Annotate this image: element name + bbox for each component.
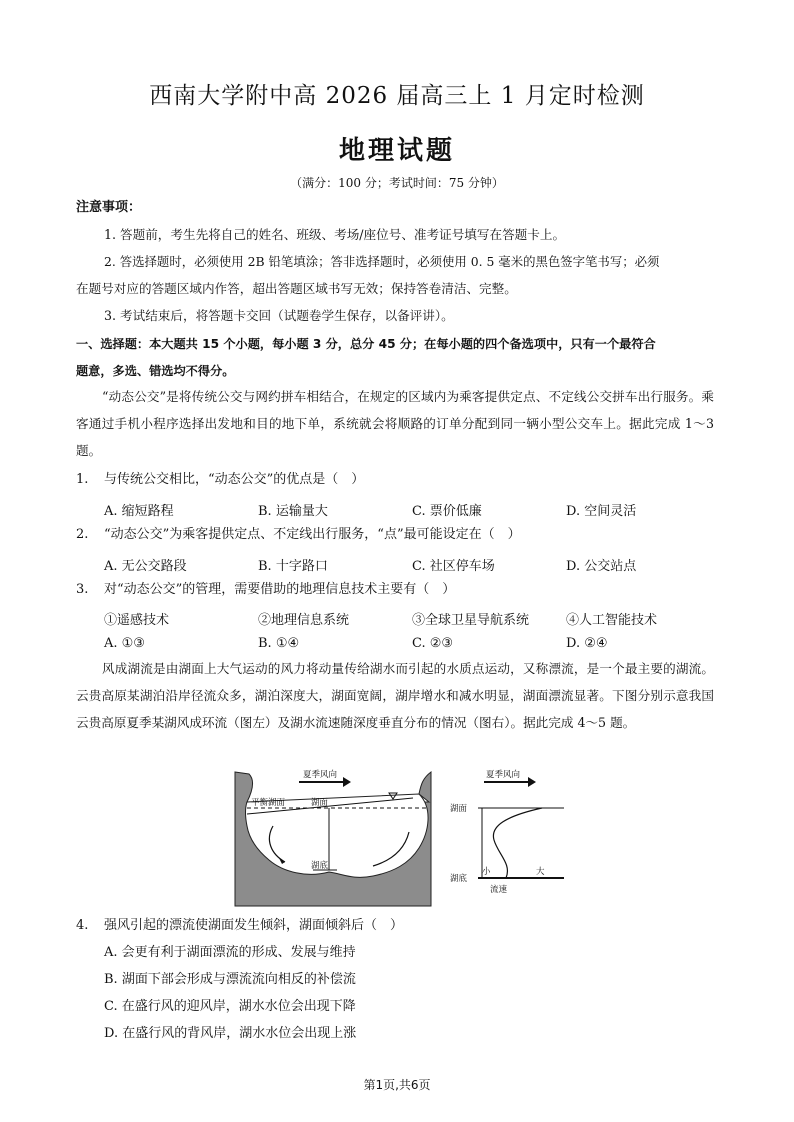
- surface-label: 湖面: [450, 804, 468, 814]
- option-a: A. ①③: [104, 636, 145, 651]
- question-3-items: [104, 609, 704, 629]
- item-3: ③全球卫星导航系统: [412, 613, 530, 628]
- item-1: ①遥感技术: [104, 613, 170, 628]
- option-d: D. ②④: [566, 636, 608, 651]
- notice-item-2-cont: 在题号对应的答题区域内作答，超出答题区域书写无效；保持答卷清洁、完整。: [76, 281, 517, 296]
- question-1-options: [104, 500, 704, 520]
- figure-lake-circulation: [233, 768, 433, 908]
- question-4-number: 4.: [76, 918, 89, 933]
- notice-item-1: 1. 答题前，考生先将自己的姓名、班级、考场/座位号、准考证号填写在答题卡上。: [104, 227, 566, 242]
- wind-arrowhead: [528, 777, 536, 787]
- question-4-option-d: D. 在盛行风的背风岸，湖水水位会出现上涨: [104, 1026, 357, 1041]
- equilibrium-label: 平衡湖面: [251, 798, 286, 808]
- question-2-stem: “动态公交”为乘客提供定点、不定线出行服务，“点”最可能设定在（ ）: [104, 527, 521, 542]
- surface-label: 湖面: [311, 798, 329, 808]
- wind-label: 夏季风向: [303, 770, 338, 780]
- option-a: A. 缩短路程: [104, 504, 174, 519]
- option-c: C. 票价低廉: [412, 504, 482, 519]
- wind-arrowhead: [343, 777, 351, 787]
- question-3-options: [104, 636, 704, 656]
- option-b: B. 十字路口: [258, 559, 328, 574]
- section1-heading: 一、选择题：本大题共 15 个小题，每小题 3 分，总分 45 分；在每小题的四个备选项中，只有一个最符合: [76, 337, 656, 351]
- question-3-number: 3.: [76, 582, 89, 597]
- section1-heading-cont: 题意，多选、错选均不得分。: [76, 364, 235, 378]
- question-1-stem: 与传统公交相比，“动态公交”的优点是（ ）: [104, 472, 365, 487]
- velocity-axis-label: 流速: [490, 885, 508, 895]
- notice-item-3: 3. 考试结束后，将答题卡交回（试题卷学生保存，以备评讲）。: [104, 308, 454, 323]
- option-b: B. ①④: [258, 636, 300, 651]
- item-2: ②地理信息系统: [258, 613, 350, 628]
- large-label: 大: [536, 867, 545, 877]
- question-4-option-a: A. 会更有利于湖面漂流的形成、发展与维持: [104, 945, 356, 960]
- option-d: D. 空间灵活: [566, 504, 637, 519]
- passage-2: 风成湖流是由湖面上大气运动的风力将动量传给湖水而引起的水质点运动，又称漂流，是一个最主要的湖流。云贵高原某湖泊沿岸径流众多，湖泊深度大，湖面宽阔，湖岸增水和减水明显，湖面漂流显著。下图分别示意我国云贵高原夏季某湖风成环流（图左）及湖水流速随深度垂直分布的情况（图右）。据此完成 4～5 题。: [76, 661, 714, 730]
- page-footer: 第1页,共6页: [363, 1078, 431, 1092]
- notice-item-2: 2. 答选择题时，必须使用 2B 铅笔填涂；答非选择题时，必须使用 0. 5 毫米的黑色签字笔书写；必须: [104, 254, 660, 269]
- question-4-option-c: C. 在盛行风的迎风岸，湖水水位会出现下降: [104, 999, 356, 1014]
- option-d: D. 公交站点: [566, 559, 637, 574]
- wind-label: 夏季风向: [486, 770, 521, 780]
- question-2-options: [104, 555, 704, 575]
- question-4-stem: 强风引起的漂流使湖面发生倾斜，湖面倾斜后（ ）: [104, 918, 404, 933]
- bottom-label: 湖底: [311, 861, 329, 871]
- subject-title: 地理试题: [338, 136, 455, 166]
- figure-velocity-depth: [446, 768, 576, 898]
- bottom-label: 湖底: [450, 874, 468, 884]
- question-3-stem: 对“动态公交”的管理，需要借助的地理信息技术主要有（ ）: [104, 582, 456, 597]
- option-b: B. 运输量大: [258, 504, 328, 519]
- velocity-profile-curve: [493, 808, 542, 878]
- exam-title: 西南大学附中高 2026 届高三上 1 月定时检测: [149, 83, 645, 109]
- passage-1: “动态公交”是将传统公交与网约拼车相结合，在规定的区域内为乘客提供定点、不定线公交拼车出行服务。乘客通过手机小程序选择出发地和目的地下单，系统就会将顺路的订单分配到同一辆小型公交车上。据此完成 1～3 题。: [76, 389, 714, 458]
- exam-meta: （满分：100 分；考试时间：75 分钟）: [290, 176, 504, 190]
- question-4-option-b: B. 湖面下部会形成与漂流流向相反的补偿流: [104, 972, 356, 987]
- notice-heading: 注意事项：: [76, 200, 142, 215]
- option-c: C. 社区停车场: [412, 559, 495, 574]
- option-a: A. 无公交路段: [104, 559, 187, 574]
- item-4: ④人工智能技术: [566, 613, 658, 628]
- option-c: C. ②③: [412, 636, 454, 651]
- question-1-number: 1.: [76, 472, 89, 487]
- small-label: 小: [482, 867, 491, 877]
- question-2-number: 2.: [76, 527, 89, 542]
